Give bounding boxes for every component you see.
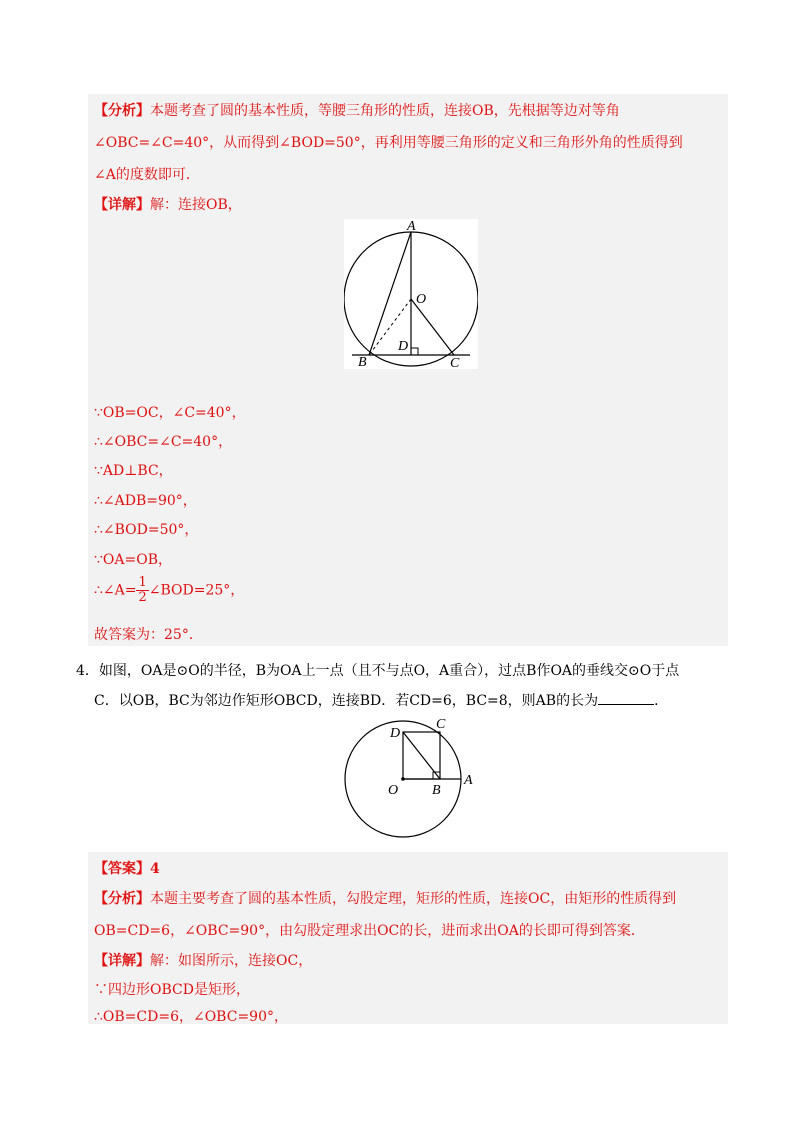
analysis-line-3: ∠A的度数即可． [94,167,200,183]
step-6: ∵OA=OB， [94,552,172,568]
label-b: B [432,783,441,798]
question-4-line-2: C．以OB，BC为邻边作矩形OBCD，连接BD．若CD=6，BC=8，则AB的长为 ． [94,693,669,709]
question-4-line-1: 4．如图，OA是⊙O的半径，B为OA上一点（且不与点O，A重合），过点B作OA的垂线交⊙O于点 [76,663,680,679]
label-d: D [390,726,401,741]
analysis-line-2: ∠OBC=∠C=40°，从而得到∠BOD=50°，再利用等腰三角形的定义和三角形外角的性质得到 [94,135,683,151]
label-d: D [398,339,409,354]
fraction-half: $\frac{1}{2}$ [138,575,147,605]
label-c: C [450,356,460,369]
detail-line-1: 【详解】解：连接OB， [94,197,242,213]
step-2: ∴∠OBC=∠C=40°， [94,434,233,450]
detail2-line-1: 【详解】解：如图所示，连接OC， [94,953,313,969]
circle-figure-1 [344,219,478,369]
answer-line-2: 【答案】4 [94,861,160,877]
step-7: ∴∠A= $\frac{1}{2}$ ∠BOD=25°， [94,575,245,605]
label-a: A [464,773,473,788]
answer-blank [598,692,654,705]
solution-block-1 [88,94,728,646]
label-o: O [416,292,427,307]
label-c: C [436,717,446,732]
detail2-line-3: ∴OB=CD=6，∠OBC=90°， [94,1009,288,1025]
label-a: A [407,219,416,234]
label-o: O [388,783,399,798]
step-4: ∴∠ADB=90°， [94,493,197,509]
answer-line-1: 故答案为：25°． [94,627,203,643]
label-b: B [358,355,367,369]
solution-block-2 [88,852,728,1024]
circle-figure-2 [316,716,486,840]
step-3: ∵AD⊥BC， [94,463,173,479]
detail2-line-2: ∵四边形OBCD是矩形， [94,982,250,998]
step-5: ∴∠BOD=50°， [94,522,199,538]
analysis2-line-1: 【分析】本题主要考查了圆的基本性质，勾股定理，矩形的性质，连接OC，由矩形的性质得到 [94,891,677,907]
analysis-line-1: 【分析】本题考查了圆的基本性质，等腰三角形的性质，连接OB，先根据等边对等角 [94,103,620,119]
step-1: ∵OB=OC，∠C=40°， [94,405,246,421]
analysis2-line-2: OB=CD=6，∠OBC=90°，由勾股定理求出OC的长，进而求出OA的长即可得到答案． [94,923,645,939]
